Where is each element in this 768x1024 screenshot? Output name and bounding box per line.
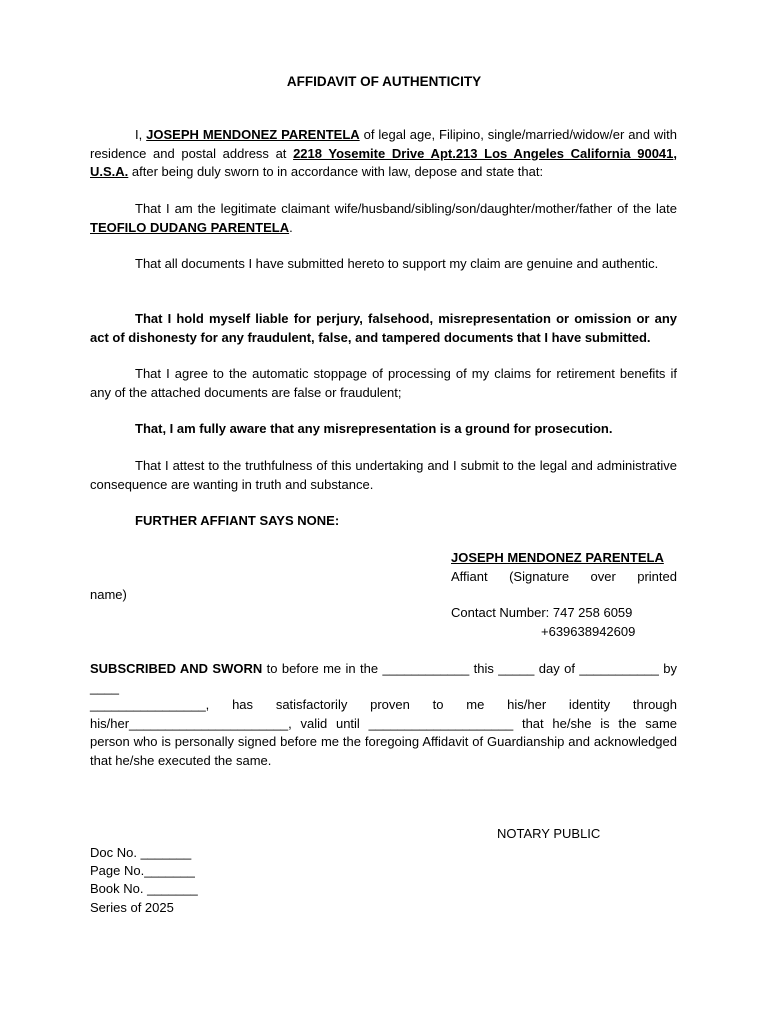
claimant-end: . [289, 219, 293, 235]
claimant-paragraph [90, 200, 677, 237]
signature-block [451, 549, 677, 586]
attest-paragraph: That I attest to the truthfulness of this undertaking and I submit to the legal and administrative consequence are wanting in truth and substance. [90, 458, 677, 492]
signature-name: JOSEPH MENDONEZ PARENTELA [451, 550, 664, 565]
documents-paragraph: That all documents I have submitted hereto to support my claim are genuine and authentic. [135, 256, 659, 271]
notary-public: NOTARY PUBLIC [497, 826, 601, 841]
intro-prefix: I, [135, 127, 147, 142]
jurat-lead: SUBSCRIBED AND SWORN [90, 661, 263, 676]
jurat-line1-text: to before me in the ____________ this _____ day of ___________ by ____ [90, 661, 677, 695]
book-no: Book No. _______ [90, 881, 198, 896]
deceased-name: TEOFILO DUDANG PARENTELA [90, 219, 290, 235]
aware-paragraph: That, I am fully aware that any misrepresentation is a ground for prosecution. [135, 421, 613, 436]
signature-role: Affiant (Signature over printed [451, 568, 677, 584]
claimant-text: That I am the legitimate claimant wife/husband/sibling/son/daughter/mother/father of the late [135, 201, 677, 216]
stoppage-paragraph: That I agree to the automatic stoppage of processing of my claims for retirement benefits if any of the attached documents are false or fraudulent; [90, 366, 677, 400]
signature-role-cont: name) [90, 587, 127, 602]
contact-number: Contact Number: 747 258 6059 [451, 605, 633, 620]
jurat-paragraph: ________________, has satisfactorily proven to me his/her identity through his/her______________________, valid until ____________________ that he/she is the same person who is personally signed before me the foregoing Affidavit of Guardianship and acknowledged that he/she executed the same. [90, 697, 677, 768]
liability-paragraph: That I hold myself liable for perjury, falsehood, misrepresentation or omission or any act of dishonesty for any fraudulent, false, and tampered documents that I have submitted. [90, 311, 677, 345]
intro-suffix: after being duly sworn to in accordance with law, depose and state that: [128, 164, 544, 179]
document-title: AFFIDAVIT OF AUTHENTICITY [286, 74, 482, 89]
page-no: Page No._______ [90, 863, 195, 878]
intro-paragraph [90, 126, 677, 182]
affiant-name: JOSEPH MENDONEZ PARENTELA [146, 127, 360, 142]
further-affiant: FURTHER AFFIANT SAYS NONE: [135, 513, 340, 528]
intro-middle: of legal age, Filipino, single/married/widow/er and with residence and postal address at [90, 127, 678, 161]
jurat-line1 [90, 660, 677, 697]
affiant-address: 2218 Yosemite Drive Apt.213 Los Angeles California 90041, U.S.A. [90, 145, 677, 179]
contact-number-alt: +639638942609 [541, 624, 636, 639]
series: Series of 2025 [90, 900, 174, 915]
doc-no: Doc No. _______ [90, 845, 192, 860]
